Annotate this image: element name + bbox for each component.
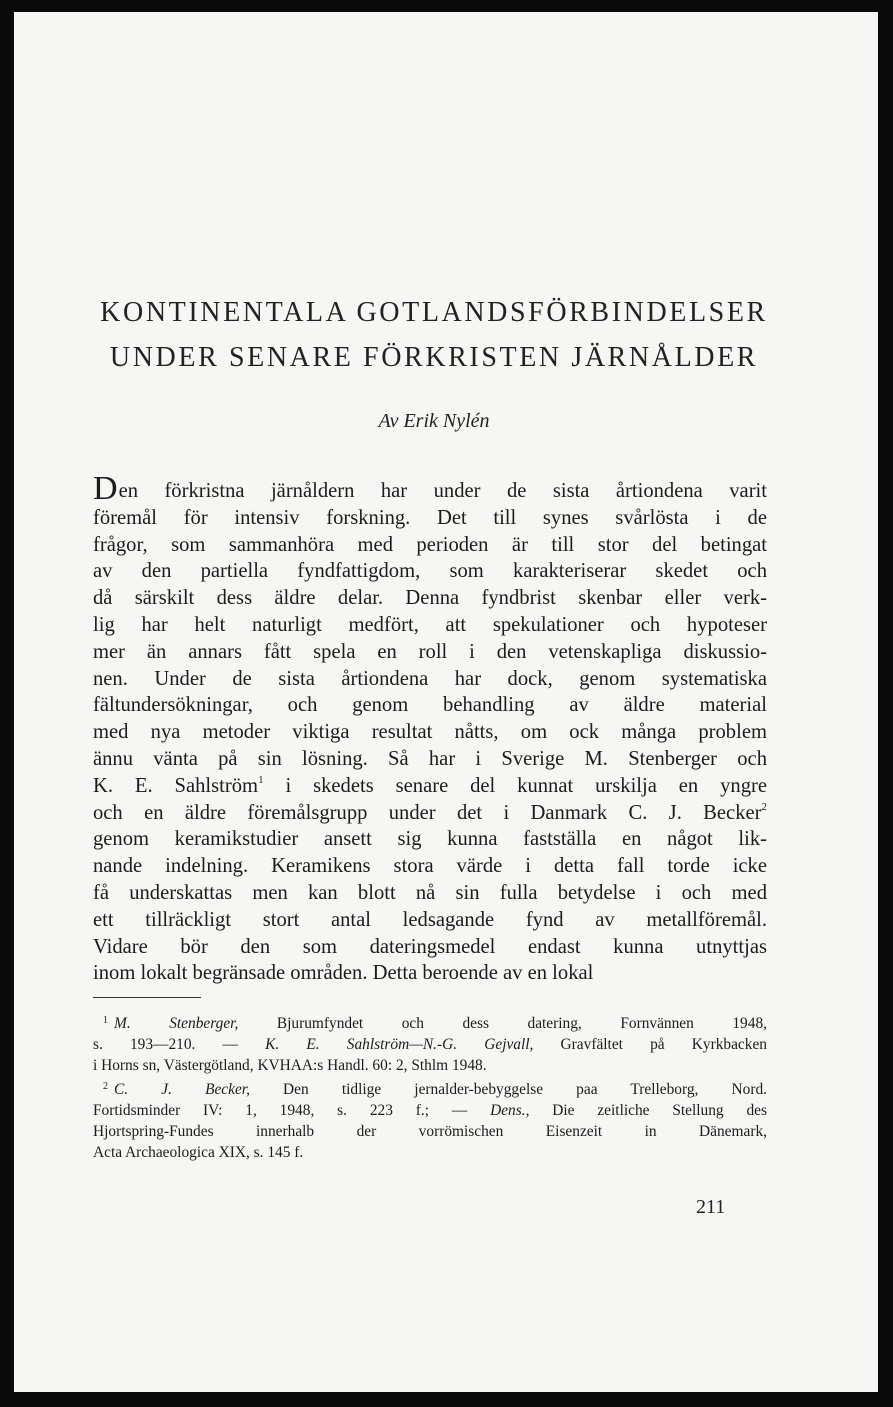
body-line: med nya metoder viktiga resultat nåtts, om ock många problem: [93, 721, 767, 744]
footnote-ref-1[interactable]: 1: [258, 773, 264, 786]
footnote-line: Hjortspring-Fundes innerhalb der vorrömischen Eisenzeit in Dänemark,: [93, 1123, 767, 1140]
author-byline: Av Erik Nylén: [378, 410, 490, 432]
body-line: K. E. Sahlström$^1$ i skedets senare del kunnat urskilja en yngre: [93, 773, 767, 797]
footnote-ref-2[interactable]: 2: [761, 800, 767, 813]
body-line: frågor, som sammanhöra med perioden är till stor del betingat: [93, 533, 767, 556]
footnotes: [93, 1010, 767, 1163]
footnote-divider: [93, 997, 201, 998]
book-page: [14, 12, 878, 1392]
page-number: 211: [696, 1196, 726, 1218]
drop-cap: D: [93, 470, 118, 507]
article-title-line-1: KONTINENTALA GOTLANDSFÖRBINDELSER: [100, 297, 768, 328]
body-line: Den förkristna järnåldern har under de sista årtiondena varit: [93, 470, 767, 507]
footnote-2: $^2$ C. J. Becker, Den tidlige jernalder-bebyggelse paa Trelleborg, Nord.: [103, 1081, 767, 1098]
body-line: och en äldre föremålsgrupp under det i Danmark C. J. Becker$^2$: [93, 800, 767, 824]
footnote-marker: 1: [103, 1015, 108, 1026]
body-line: mer än annars fått spela en roll i den vetenskapliga diskussio-: [93, 640, 767, 663]
body-line: få underskattas men kan blott nå sin fulla betydelse i och med: [93, 881, 767, 904]
body-line: fältundersökningar, och genom behandling av äldre material: [93, 694, 767, 717]
body-line: av den partiella fyndfattigdom, som karakteriserar skedet och: [93, 560, 767, 583]
article-title-line-2: UNDER SENARE FÖRKRISTEN JÄRNÅLDER: [109, 342, 759, 373]
footnote-line: Fortidsminder IV: 1, 1948, s. 223 f.; — Dens., Die zeitliche Stellung des: [93, 1102, 767, 1119]
footnote-line: s. 193—210. — K. E. Sahlström—N.-G. Gejvall, Gravfältet på Kyrkbacken: [93, 1036, 767, 1053]
body-line: föremål för intensiv forskning. Det till synes svårlösta i de: [93, 506, 767, 529]
body-line: Vidare bör den som dateringsmedel endast kunna utnyttjas: [93, 935, 767, 958]
body-line: ännu vänta på sin lösning. Så har i Sverige M. Stenberger och: [93, 747, 767, 770]
body-line: genom keramikstudier ansett sig kunna fastställa en något lik-: [93, 828, 767, 851]
footnote-line: i Horns sn, Västergötland, KVHAA:s Handl. 60: 2, Sthlm 1948.: [93, 1057, 487, 1074]
body-line: nen. Under de sista årtiondena har dock, genom systematiska: [93, 667, 767, 690]
footnote-marker: 2: [103, 1081, 108, 1092]
body-line: lig har helt naturligt medfört, att spekulationer och hypoteser: [93, 613, 767, 636]
body-line: nande indelning. Keramikens stora värde i detta fall torde icke: [93, 855, 767, 878]
body-line: då särskilt dess äldre delar. Denna fyndbrist skenbar eller verk-: [93, 587, 767, 610]
footnote-1: $^1$ M. Stenberger, Bjurumfyndet och dess datering, Fornvännen 1948,: [103, 1015, 767, 1032]
footnote-line: Acta Archaeologica XIX, s. 145 f.: [93, 1144, 304, 1161]
body-paragraph: [93, 470, 767, 987]
body-line: ett tillräckligt stort antal ledsagande fynd av metallföremål.: [93, 908, 767, 931]
body-line: inom lokalt begränsade områden. Detta beroende av en lokal: [93, 962, 594, 985]
